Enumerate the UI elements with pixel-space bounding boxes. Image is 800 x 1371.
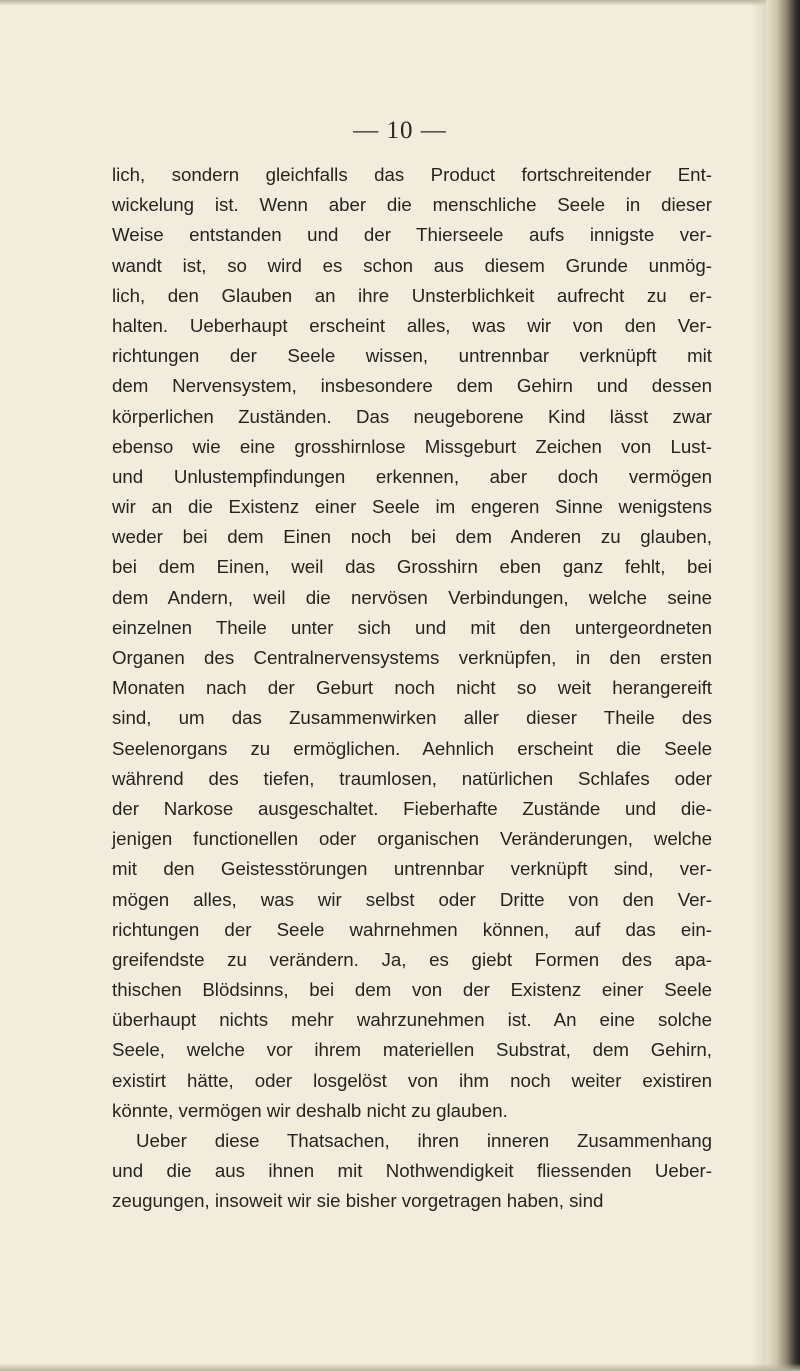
text-line: bei dem Einen, weil das Grosshirn eben ganz fehlt, bei <box>112 556 712 578</box>
text-line: thischen Blödsinns, bei dem von der Existenz einer Seele <box>112 979 712 1001</box>
text-line: wandt ist, so wird es schon aus diesem Grunde unmög- <box>112 254 712 276</box>
text-line: während des tiefen, traumlosen, natürlichen Schlafes oder <box>112 767 712 789</box>
text-line: Ueber diese Thatsachen, ihren inneren Zusammenhang <box>136 1130 712 1151</box>
text-line: Monaten nach der Geburt noch nicht so weit herangereift <box>112 677 712 699</box>
page-gutter-shadow <box>752 0 766 1371</box>
text-line: körperlichen Zuständen. Das neugeborene Kind lässt zwar <box>112 405 712 427</box>
page-top-edge <box>0 0 800 6</box>
text-line: richtungen der Seele wissen, untrennbar verknüpft mit <box>112 345 712 367</box>
text-line: weder bei dem Einen noch bei dem Anderen zu glauben, <box>112 526 712 548</box>
text-line: existirt hätte, oder losgelöst von ihm noch weiter existiren <box>112 1069 712 1091</box>
text-line: halten. Ueberhaupt erscheint alles, was wir von den Ver- <box>112 314 712 336</box>
text-line: richtungen der Seele wahrnehmen können, auf das ein- <box>112 918 712 940</box>
text-line: einzelnen Theile unter sich und mit den untergeordneten <box>112 616 712 638</box>
text-line: lich, den Glauben an ihre Unsterblichkeit aufrecht zu er- <box>112 284 712 306</box>
text-line: sind, um das Zusammenwirken aller dieser Theile des <box>112 707 712 729</box>
text-line: dem Andern, weil die nervösen Verbindungen, welche seine <box>112 586 712 608</box>
text-line: könnte, vermögen wir deshalb nicht zu glauben. <box>112 1099 508 1121</box>
text-line: wir an die Existenz einer Seele im engeren Sinne wenigstens <box>112 496 712 518</box>
page-right-edge <box>766 0 800 1371</box>
text-line: zeugungen, insoweit wir sie bisher vorgetragen haben, sind <box>112 1190 604 1212</box>
text-line: mit den Geistesstörungen untrennbar verknüpft sind, ver- <box>112 858 712 880</box>
body-text <box>112 160 712 1217</box>
text-line: greifendste zu verändern. Ja, es giebt Formen des apa- <box>112 948 712 970</box>
text-line: und Unlustempfindungen erkennen, aber doch vermögen <box>112 465 712 487</box>
text-line: lich, sondern gleichfalls das Product fortschreitender Ent- <box>112 164 712 185</box>
page-number: — 10 — <box>353 117 447 144</box>
page-bottom-edge <box>0 1363 800 1371</box>
text-line: und die aus ihnen mit Nothwendigkeit fliessenden Ueber- <box>112 1160 712 1182</box>
text-line: jenigen functionellen oder organischen Veränderungen, welche <box>112 828 712 850</box>
text-line: der Narkose ausgeschaltet. Fieberhafte Zustände und die- <box>112 797 712 819</box>
text-line: Seelenorgans zu ermöglichen. Aehnlich erscheint die Seele <box>112 737 712 759</box>
text-line: mögen alles, was wir selbst oder Dritte von den Ver- <box>112 888 712 910</box>
text-line: überhaupt nichts mehr wahrzunehmen ist. An eine solche <box>112 1009 712 1031</box>
text-line: Organen des Centralnervensystems verknüpfen, in den ersten <box>112 647 712 668</box>
text-line: Seele, welche vor ihrem materiellen Substrat, dem Gehirn, <box>112 1039 712 1061</box>
text-line: ebenso wie eine grosshirnlose Missgeburt Zeichen von Lust- <box>112 435 712 457</box>
text-line: Weise entstanden und der Thierseele aufs innigste ver- <box>112 224 712 246</box>
text-line: dem Nervensystem, insbesondere dem Gehirn und dessen <box>112 375 712 397</box>
text-line: wickelung ist. Wenn aber die menschliche Seele in dieser <box>112 194 712 216</box>
